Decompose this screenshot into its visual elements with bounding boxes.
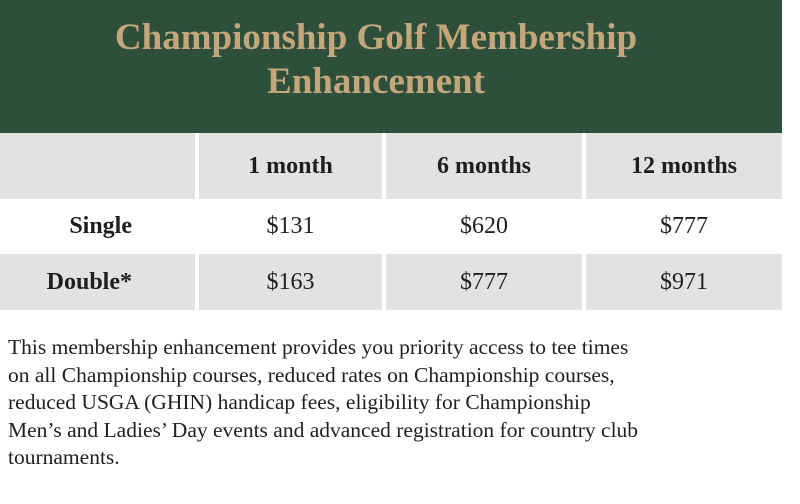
membership-description (8, 334, 788, 472)
header-cell-6-months: 6 months (386, 133, 582, 199)
price-single-12-months: $777 (586, 199, 782, 254)
description-line: on all Championship courses, reduced rates on Championship courses, (8, 362, 615, 387)
price-double-12-months: $971 (586, 254, 782, 310)
title-line-1: Championship Golf Membership (114, 17, 638, 58)
pricing-table (0, 133, 782, 310)
price-double-1-month: $163 (199, 254, 382, 310)
description-line: reduced USGA (GHIN) handicap fees, eligibility for Championship (8, 390, 591, 414)
price-single-1-month: $131 (199, 199, 382, 254)
header-cell-12-months: 12 months (586, 133, 782, 199)
description-line: This membership enhancement provides you priority access to tee times (8, 335, 629, 359)
description-line: tournaments. (8, 445, 120, 469)
price-double-6-months: $777 (386, 254, 582, 310)
row-label-double: Double* (0, 254, 195, 310)
row-label-single: Single (0, 199, 195, 254)
header-cell-1-month: 1 month (199, 133, 382, 199)
header-cell-empty (0, 133, 195, 199)
price-single-6-months: $620 (386, 199, 582, 254)
description-line: Men’s and Ladies’ Day events and advanced registration for country club (8, 417, 639, 442)
title-line-2: Enhancement (267, 61, 485, 102)
title-banner (0, 0, 782, 133)
